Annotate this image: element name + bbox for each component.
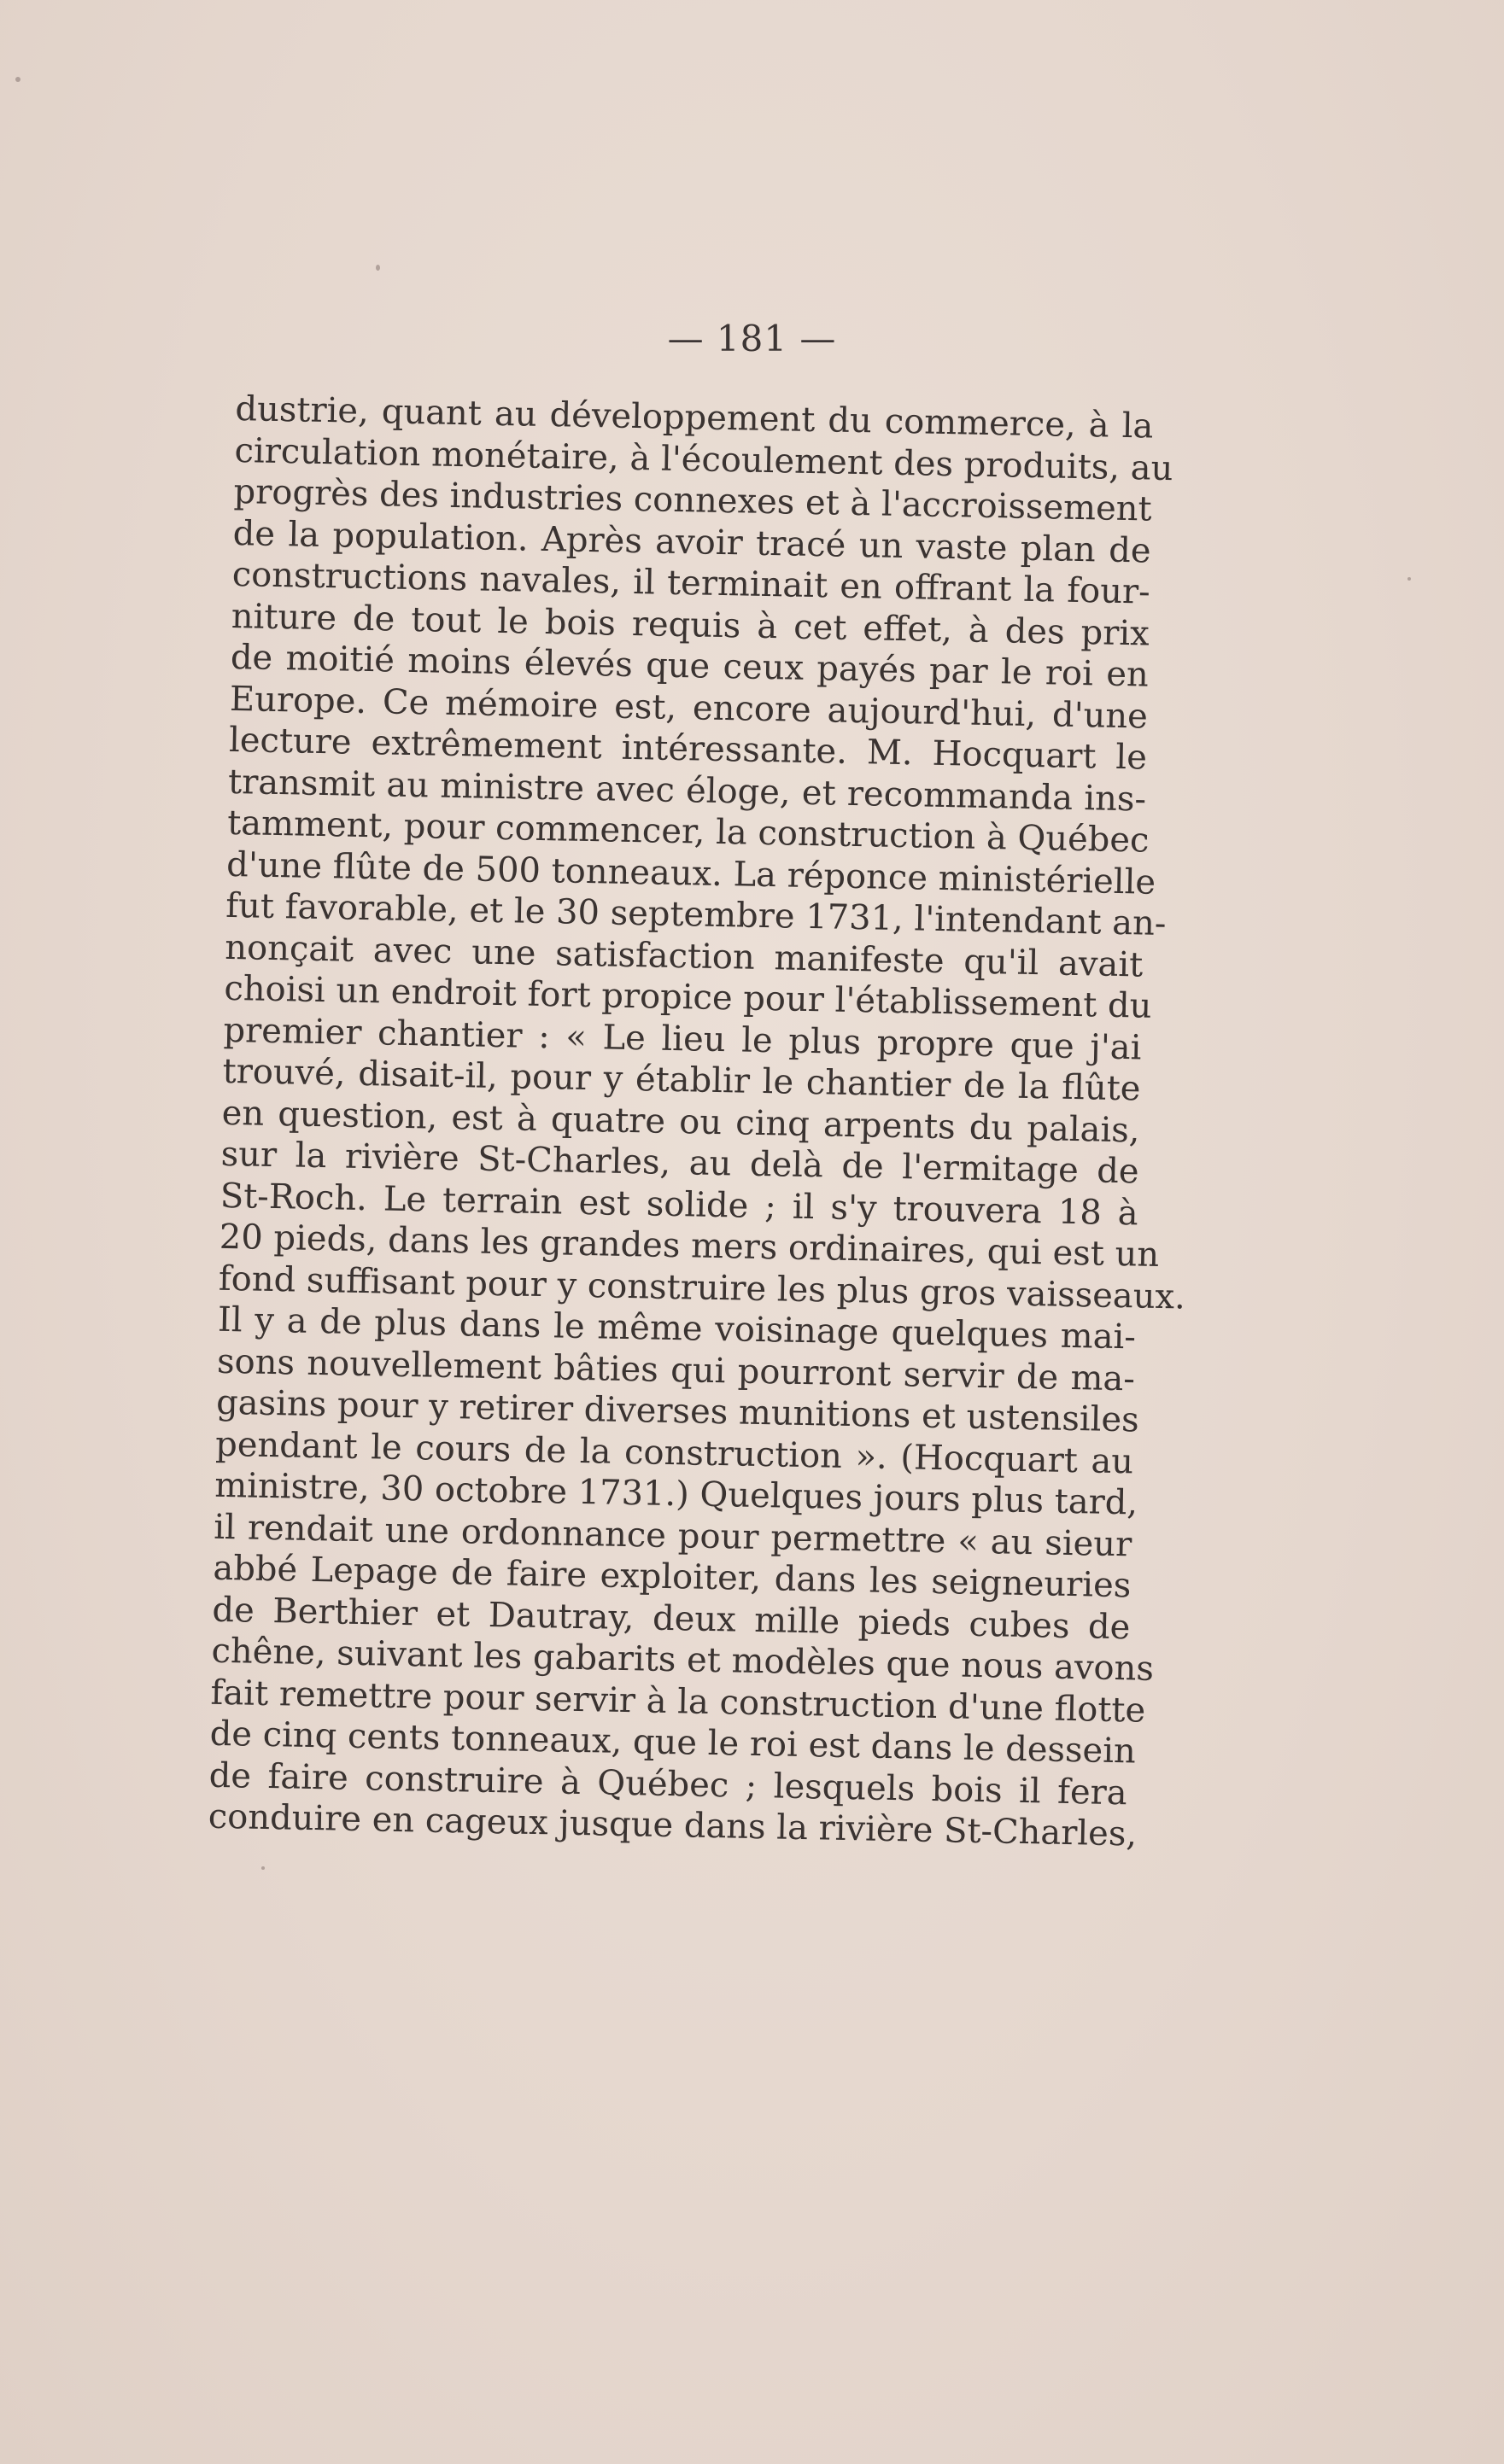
- text-line: abbé Lepage de faire exploiter, dans les seigneuries: [213, 1548, 1132, 1606]
- paper-speck: [261, 1866, 265, 1870]
- text-line: progrès des industries connexes et à l'accroissement: [233, 471, 1153, 529]
- text-line: transmit au ministre avec éloge, et recommanda ins-: [227, 762, 1147, 820]
- text-line: choisi un endroit fort propice pour l'établissement du: [224, 968, 1152, 1026]
- text-line: Il y a de plus dans le même voisinage quelques mai-: [217, 1299, 1137, 1358]
- text-line: pendant le cours de la construction ». (Hocquart au: [214, 1424, 1134, 1481]
- page-number: — 181 —: [667, 318, 837, 359]
- text-line: nonçait avec une satisfaction manifeste qu'il avait: [224, 927, 1144, 985]
- text-line: tamment, pour commencer, la construction à Québec: [226, 803, 1150, 861]
- text-line: St-Roch. Le terrain est solide ; il s'y trouvera 18 à: [219, 1176, 1139, 1233]
- text-line: fait remettre pour servir à la construction d'une flotte: [210, 1673, 1146, 1731]
- text-line: de la population. Après avoir tracé un vaste plan de: [232, 513, 1151, 571]
- text-line: d'une flûte de 500 tonneaux. La réponce ministérielle: [225, 844, 1156, 902]
- text-line: ministre, 30 octobre 1731.) Quelques jours plus tard,: [214, 1465, 1138, 1523]
- text-line: constructions navales, il terminait en offrant la four-: [231, 554, 1151, 612]
- text-line: dustrie, quant au développement du commerce, à la: [235, 388, 1154, 447]
- text-line: 20 pieds, dans les grandes mers ordinaires, qui est un: [219, 1217, 1160, 1275]
- text-line: fond suffisant pour y construire les plus gros vaisseaux.: [218, 1258, 1186, 1317]
- text-line: chêne, suivant les gabarits et modèles que nous avons: [211, 1631, 1155, 1689]
- paper-speck: [1407, 577, 1411, 581]
- text-line: trouvé, disait-il, pour y établir le chantier de la flûte: [222, 1051, 1141, 1109]
- text-line: fut favorable, et le 30 septembre 1731, l'intendant an-: [225, 885, 1167, 944]
- text-line: de faire construire à Québec ; lesquels bois il fera: [208, 1755, 1128, 1813]
- text-line: premier chantier : « Le lieu le plus propre que j'ai: [223, 1010, 1142, 1067]
- text-line: de moitié moins élevés que ceux payés par le roi en: [230, 637, 1150, 695]
- text-line: en question, est à quatre ou cinq arpents du palais,: [221, 1093, 1140, 1150]
- text-line: Europe. Ce mémoire est, encore aujourd'hui, d'une: [229, 679, 1149, 737]
- text-line: sur la rivière St-Charles, au delà de l'ermitage de: [220, 1134, 1140, 1192]
- text-line: lecture extrêmement intéressante. M. Hocquart le: [228, 720, 1148, 778]
- text-line: niture de tout le bois requis à cet effet, à des prix: [231, 596, 1150, 654]
- text-line: de Berthier et Dautray, deux mille pieds cubes de: [212, 1590, 1131, 1647]
- text-line: circulation monétaire, à l'écoulement des produits, au: [234, 430, 1173, 488]
- paper-speck: [376, 265, 380, 271]
- body-text: [208, 388, 1186, 1855]
- text-line: de cinq cents tonneaux, que le roi est dans le dessein: [209, 1714, 1137, 1772]
- text-line: il rendait une ordonnance pour permettre « au sieur: [213, 1507, 1132, 1564]
- paper-speck: [15, 77, 20, 82]
- text-line: conduire en cageux jusque dans la rivière St-Charles,: [208, 1796, 1138, 1854]
- text-line: sons nouvellement bâties qui pourront servir de ma-: [216, 1341, 1136, 1398]
- text-line: gasins pour y retirer diverses munitions et ustensiles: [215, 1382, 1140, 1440]
